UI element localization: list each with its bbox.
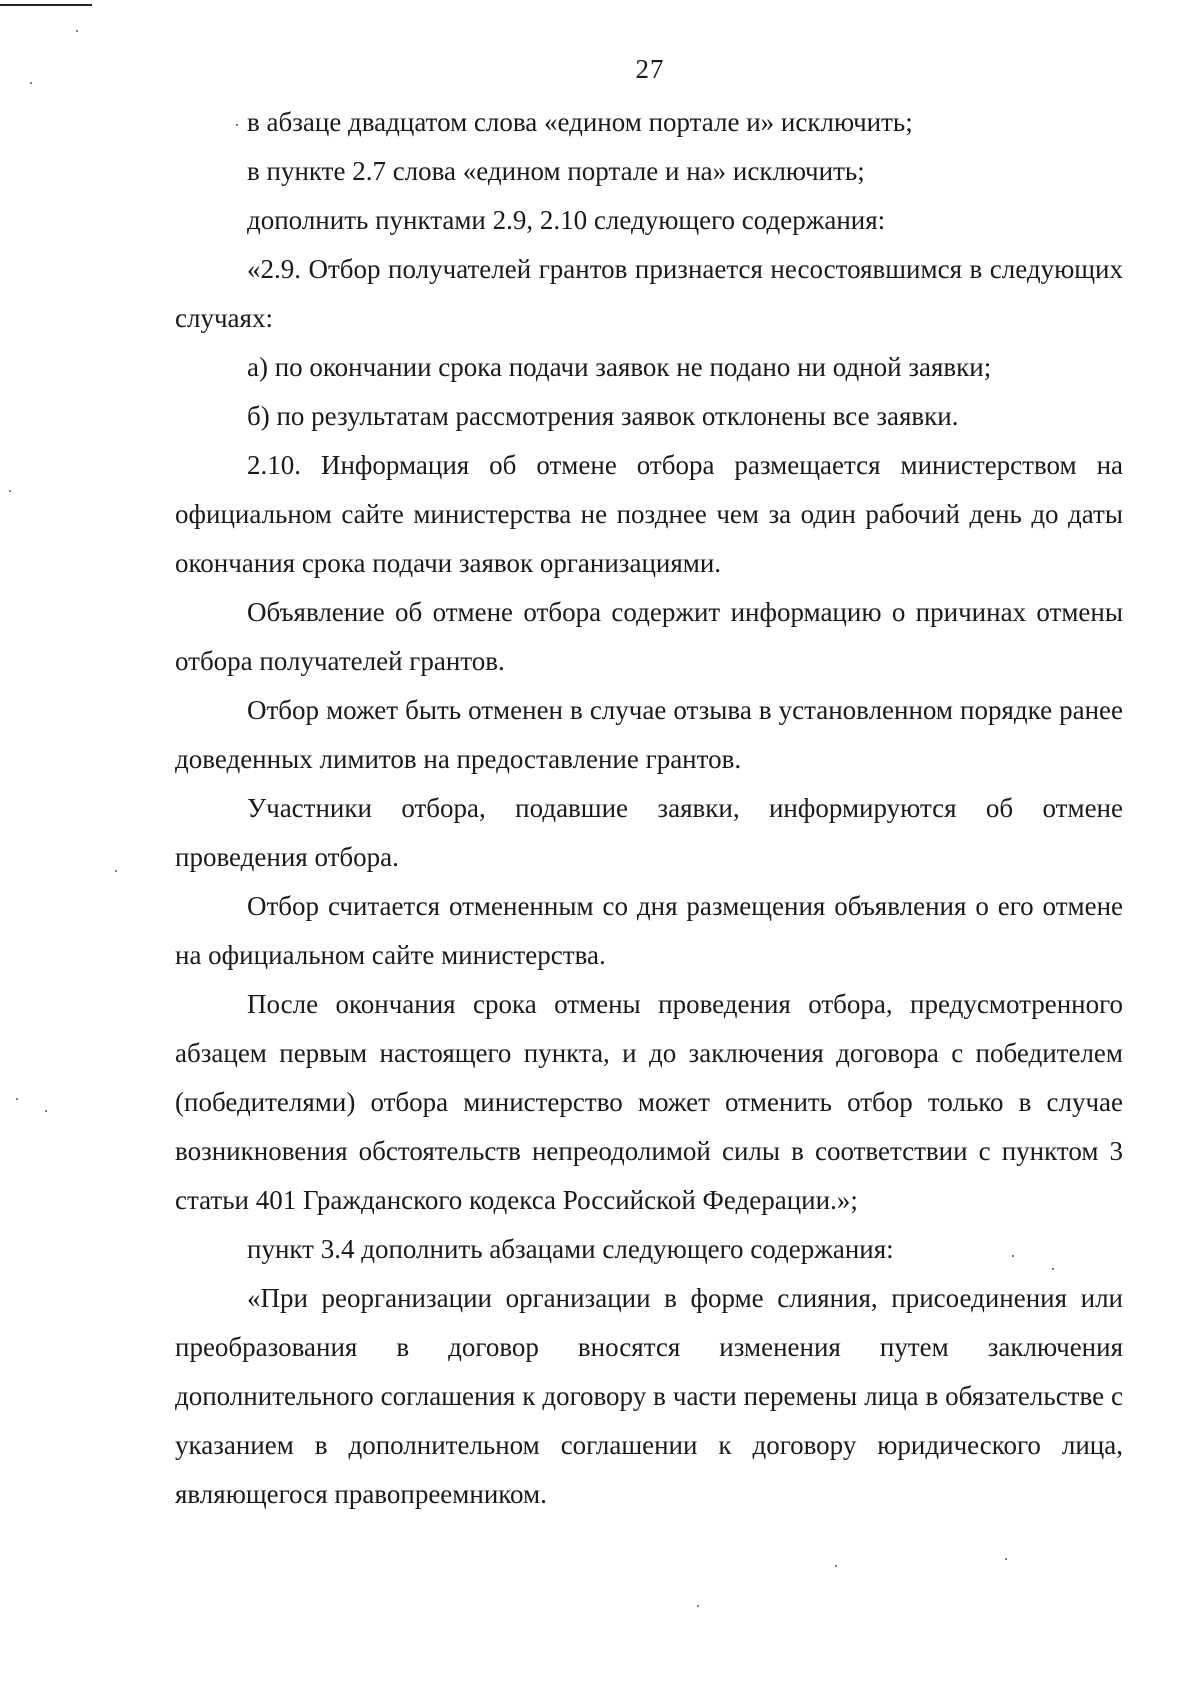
paragraph: После окончания срока отмены проведения отбора, предусмотренного абзацем первым настоящего пункта, и до заключения договора с победителем (победителями) отбора министерство может отменить отбор только в случае возникновения обстоятельств непреодолимой силы в соответствии с пунктом 3 статьи 401 Гражданского кодекса Российской Федерации.»; (175, 989, 1123, 1215)
scan-corner-mark (0, 4, 92, 6)
scan-speck (1012, 1255, 1014, 1257)
scan-speck (1052, 1268, 1054, 1270)
paragraph: в пункте 2.7 слова «едином портале и на» исключить; (247, 156, 865, 186)
scan-speck (115, 870, 117, 872)
scan-speck (76, 30, 78, 32)
paragraph: «При реорганизации организации в форме слияния, присоединения или преобразования в договор вносятся изменения путем заключения дополнительного соглашения к договору в части перемены лица в обязательстве с указанием в дополнительном соглашении к договору юридического лица, являющегося правопреемником. (175, 1283, 1123, 1509)
paragraph: а) по окончании срока подачи заявок не подано ни одной заявки; (247, 352, 992, 382)
scan-speck (30, 82, 32, 84)
paragraph: пункт 3.4 дополнить абзацами следующего содержания: (247, 1234, 894, 1264)
paragraph: б) по результатам рассмотрения заявок отклонены все заявки. (247, 401, 959, 431)
scan-speck (835, 1565, 837, 1567)
scan-speck (45, 1110, 47, 1112)
paragraph: Участники отбора, подавшие заявки, информируются об отмене проведения отбора. (175, 793, 1123, 872)
paragraph: Отбор может быть отменен в случае отзыва в установленном порядке ранее доведенных лимитов на предоставление грантов. (175, 695, 1123, 774)
paragraph: дополнить пунктами 2.9, 2.10 следующего содержания: (247, 205, 886, 235)
scan-speck (1005, 1558, 1007, 1560)
page-number: 27 (635, 54, 665, 84)
paragraph: «2.9. Отбор получателей грантов признается несостоявшимся в следующих случаях: (175, 254, 1123, 333)
paragraph: 2.10. Информация об отмене отбора размещается министерством на официальном сайте министерства не позднее чем за один рабочий день до даты окончания срока подачи заявок организациями. (175, 450, 1123, 578)
scan-speck (697, 1605, 699, 1607)
paragraph: в абзаце двадцатом слова «едином портале и» исключить; (247, 107, 913, 137)
paragraph: Объявление об отмене отбора содержит информацию о причинах отмены отбора получателей грантов. (175, 597, 1123, 676)
document-body (175, 98, 1123, 1519)
scan-speck (9, 490, 11, 492)
paragraph: Отбор считается отмененным со дня размещения объявления о его отмене на официальном сайте министерства. (175, 891, 1123, 970)
scan-speck (16, 1098, 18, 1100)
scan-speck (236, 124, 238, 126)
